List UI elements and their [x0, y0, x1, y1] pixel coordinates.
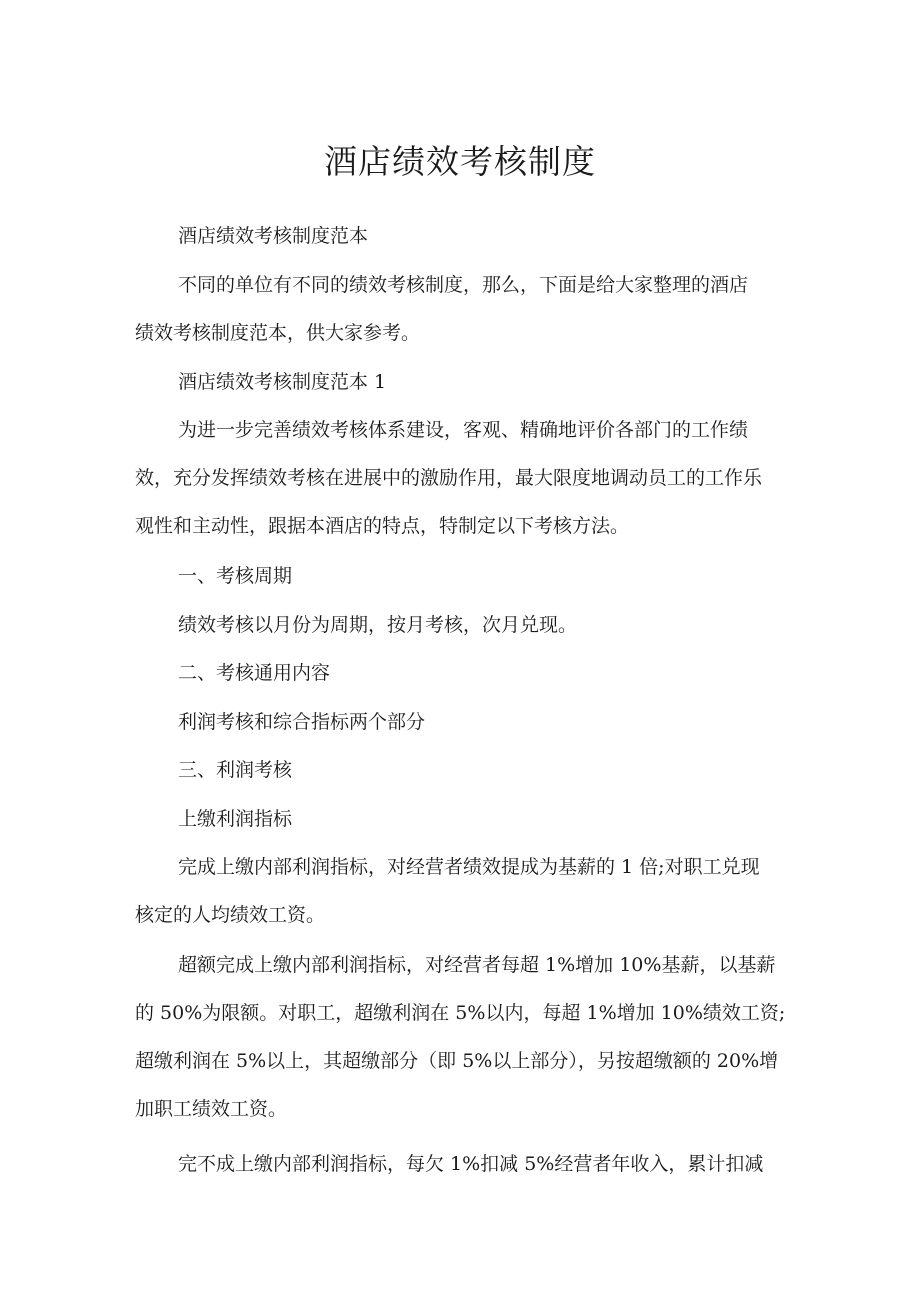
- text-line: 超额完成上缴内部利润指标，对经营者每超 1%增加 10%基薪，以基薪: [178, 954, 776, 976]
- section-heading-profit: [135, 758, 790, 782]
- paragraph-complete-target: [135, 855, 790, 927]
- paragraph-template-1-heading: [135, 370, 790, 394]
- text-line: 加职工绩效工资。: [135, 1098, 288, 1120]
- document-title: 酒店绩效考核制度: [324, 142, 596, 181]
- text-line: 完不成上缴内部利润指标，每欠 1%扣减 5%经营者年收入，累计扣减: [178, 1153, 764, 1175]
- section-heading-cycle: [135, 564, 790, 588]
- text-line: 酒店绩效考核制度范本: [178, 225, 369, 247]
- text-line: 一、考核周期: [178, 565, 293, 587]
- paragraph-content: [135, 710, 790, 734]
- text-line: 效，充分发挥绩效考核在进展中的激励作用，最大限度地调动员工的工作乐: [135, 467, 763, 489]
- paragraph-purpose: [135, 418, 790, 538]
- text-line: 利润考核和综合指标两个部分: [178, 711, 426, 733]
- subheading-profit-target: [135, 807, 790, 831]
- text-line: 绩效考核制度范本，供大家参考。: [135, 322, 421, 344]
- text-line: 绩效考核以月份为周期，按月考核，次月兑现。: [178, 614, 578, 636]
- paragraph-intro: [135, 273, 790, 345]
- paragraph-template-heading: [135, 224, 790, 248]
- section-heading-content: [135, 661, 790, 685]
- text-line: 三、利润考核: [178, 759, 293, 781]
- paragraph-exceed-target: [135, 953, 790, 1121]
- text-line: 观性和主动性，跟据本酒店的特点，特制定以下考核方法。: [135, 515, 630, 537]
- text-line: 超缴利润在 5%以上，其超缴部分（即 5%以上部分），另按超缴额的 20%增: [135, 1050, 779, 1072]
- text-line: 酒店绩效考核制度范本 1: [178, 371, 387, 393]
- text-line: 不同的单位有不同的绩效考核制度，那么，下面是给大家整理的酒店: [178, 274, 749, 296]
- paragraph-miss-target: [135, 1152, 790, 1176]
- paragraph-cycle: [135, 613, 790, 637]
- text-line: 核定的人均绩效工资。: [135, 904, 326, 926]
- text-line: 二、考核通用内容: [178, 662, 331, 684]
- text-line: 的 50%为限额。对职工，超缴利润在 5%以内，每超 1%增加 10%绩效工资;: [135, 1002, 786, 1024]
- text-line: 完成上缴内部利润指标，对经营者绩效提成为基薪的 1 倍;对职工兑现: [178, 856, 760, 878]
- text-line: 为进一步完善绩效考核体系建设，客观、精确地评价各部门的工作绩: [178, 419, 749, 441]
- text-line: 上缴利润指标: [178, 808, 293, 830]
